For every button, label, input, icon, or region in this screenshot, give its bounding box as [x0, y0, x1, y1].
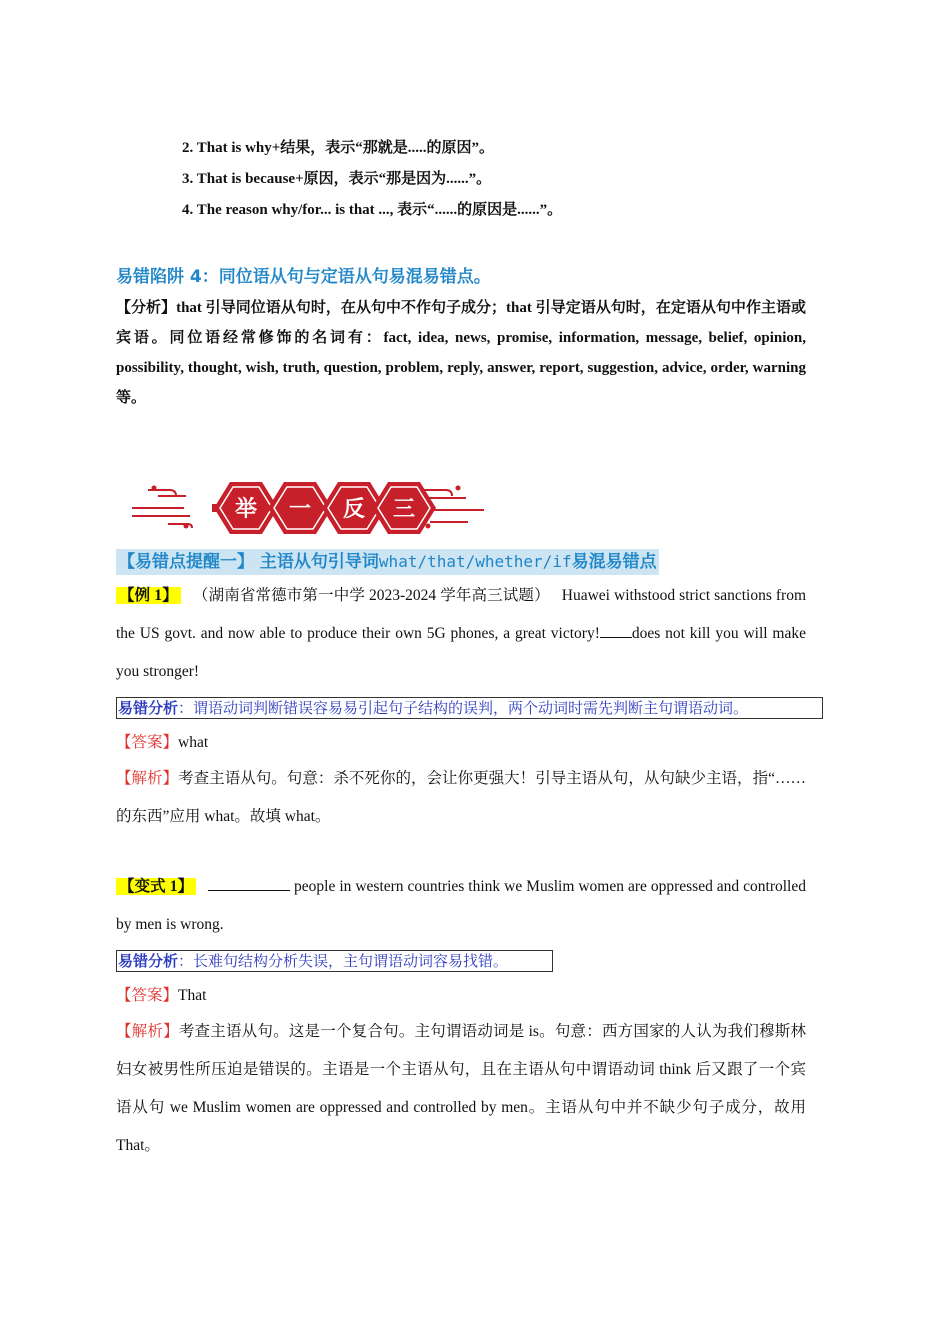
- trap-title: 易错陷阱 4：同位语从句与定语从句易混易错点。: [116, 267, 491, 287]
- trap-analysis: [116, 293, 806, 413]
- example-1-text-b: does not kill you will make you stronger!: [116, 625, 806, 680]
- banner-dot: [426, 524, 431, 529]
- variant-1-text: people in western countries think we Muslim women are oppressed and controlled by men is wrong.: [116, 878, 806, 933]
- example-1-error-analysis: [116, 697, 823, 719]
- variant-1-explanation: [116, 1013, 806, 1165]
- banner-dot: [184, 524, 189, 529]
- banner-char-1: 举: [234, 497, 258, 522]
- variant-1-tag: 【变式 1】: [116, 878, 196, 895]
- banner-left-decoration: [132, 490, 192, 528]
- error-analysis-text: ：谓语动词判断错误容易易引起句子结构的误判，两个动词时需先判断主句谓语动词。: [178, 699, 749, 717]
- banner-char-2: 一: [288, 497, 312, 522]
- answer-blank: [600, 625, 632, 638]
- banner-graphic: [128, 478, 488, 538]
- answer-value: what: [178, 734, 209, 751]
- example-1-tag: 【例 1】: [116, 587, 181, 604]
- explain-label: 【解析】: [116, 1023, 179, 1040]
- banner-char-4: 三: [392, 497, 416, 522]
- section-title: [116, 549, 659, 575]
- banner-dot: [456, 486, 461, 491]
- answer-label: 【答案】: [116, 734, 179, 751]
- list-item-4: 4. The reason why/for... is that ..., 表示“......的原因是......”。: [182, 202, 563, 218]
- example-1-source: （湖南省常德市第一中学 2023-2024 学年高三试题）: [192, 587, 550, 604]
- example-1-answer: [116, 733, 208, 753]
- variant-1-error-analysis: [116, 950, 553, 972]
- variant-1-answer: [116, 986, 206, 1006]
- error-analysis-label: 易错分析: [118, 699, 179, 717]
- answer-label: 【答案】: [116, 987, 179, 1004]
- list-item-2: 2. That is why+结果，表示“那就是.....的原因”。: [182, 140, 495, 156]
- error-analysis-text: ：长难句结构分析失误，主句谓语动词容易找错。: [178, 952, 509, 970]
- explain-text: 考查主语从句。这是一个复合句。主句谓语动词是 is。句意：西方国家的人认为我们穆斯林妇女被男性所压迫是错误的。主语是一个主语从句，且在主语从句中谓语动词 think 后又跟了一个宾语从句 we Muslim women are oppressed and controlled by men。主语从句中并不缺少句子成分，故用 That。: [116, 1023, 806, 1154]
- explain-label: 【解析】: [116, 770, 179, 787]
- list-item-3: 3. That is because+原因，表示“那是因为......”。: [182, 171, 492, 187]
- answer-value: That: [178, 987, 207, 1004]
- example-1-explanation: [116, 760, 806, 836]
- variant-1-question: [116, 868, 806, 944]
- banner-dot: [152, 486, 157, 491]
- section-title-keywords: what/that/whether/if: [378, 552, 572, 571]
- example-1-text-a: Huawei withstood strict sanctions from the US govt. and now able to produce their own 5G phones, a great victory!: [116, 587, 807, 642]
- banner-char-3: 反: [342, 497, 366, 522]
- explain-text: 考查主语从句。句意：杀不死你的，会让你更强大！引导主语从句，从句缺少主语，指“……的东西”应用 what。故填 what。: [116, 770, 806, 825]
- section-title-suffix: 易混易错点: [571, 552, 657, 572]
- answer-blank: [208, 878, 290, 891]
- example-1-question: [116, 577, 806, 691]
- trap-analysis-text: 【分析】that 引导同位语从句时，在从句中不作句子成分；that 引导定语从句时，在定语从句中作主语或宾语。同位语经常修饰的名词有：fact, idea, news, promise, information, message, belief, opinion, possibility, thought, wish, truth, question, problem, reply, answer, report, suggestion, advice, order, warning 等。: [116, 300, 806, 406]
- error-analysis-label: 易错分析: [118, 952, 179, 970]
- section-title-prefix: 【易错点提醒一】 主语从句引导词: [118, 552, 379, 572]
